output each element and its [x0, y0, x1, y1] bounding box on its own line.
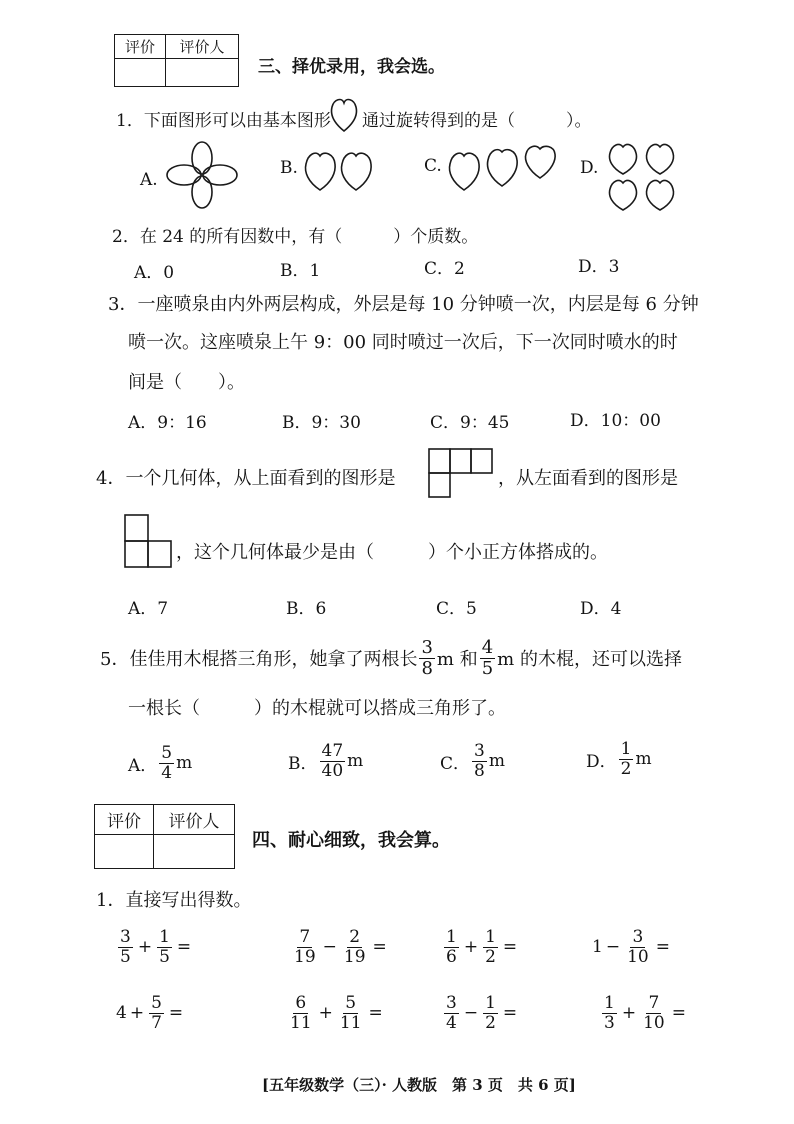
denominator: 7	[151, 1012, 162, 1033]
operator: +	[318, 1003, 333, 1024]
section-4-title: 四、耐心细致，我会算。	[252, 830, 450, 851]
numerator: 47	[321, 741, 344, 761]
operator: −	[463, 1003, 479, 1024]
four-petals-grid-icon[interactable]	[606, 142, 678, 214]
three-petals-icon[interactable]	[446, 148, 558, 192]
equals-sign: =	[502, 1003, 518, 1024]
option-fraction	[159, 744, 174, 782]
q2-option-b[interactable]: B．1	[280, 261, 321, 281]
q5-option-c[interactable]	[440, 742, 505, 780]
option-fraction	[320, 742, 346, 780]
q1-option-b-label[interactable]: B.	[280, 158, 298, 178]
q5-fraction-1	[419, 638, 434, 679]
fraction	[338, 994, 364, 1032]
q3-line-1: 3．一座喷泉由内外两层构成，外层是每 10 分钟喷一次，内层是每 6 分钟	[108, 294, 699, 315]
option-unit: m	[635, 749, 652, 770]
denominator: 2	[485, 946, 496, 967]
q4-text-3: ，这个几何体最少是由（ ）个小正方体搭成的。	[176, 542, 608, 563]
q3-option-a[interactable]: A．9：16	[128, 413, 207, 433]
fraction	[288, 994, 314, 1032]
numerator: 1	[485, 927, 496, 947]
fraction	[483, 928, 498, 966]
equals-sign: =	[671, 1003, 686, 1024]
four-petal-flower-icon[interactable]	[166, 142, 238, 208]
score-table-header-rater: 评价人	[166, 35, 239, 59]
numerator: 6	[295, 993, 307, 1013]
calc-item	[116, 994, 186, 1032]
operator: +	[137, 937, 153, 958]
q2-option-c[interactable]: C．2	[424, 259, 465, 279]
equals-sign: =	[168, 1003, 184, 1024]
numerator: 3	[446, 993, 457, 1013]
q5-option-d[interactable]	[586, 740, 652, 778]
q1-option-c-label[interactable]: C.	[424, 156, 442, 176]
denominator: 5	[481, 657, 494, 679]
numerator: 1	[620, 739, 632, 759]
numerator: 1	[159, 927, 170, 947]
operator: +	[463, 937, 479, 958]
fraction	[292, 928, 318, 966]
q3-line-3: 间是（ ）。	[128, 372, 245, 393]
q2-text: 2．在 24 的所有因数中，有（ ）个质数。	[112, 227, 479, 247]
calc-item	[592, 928, 673, 966]
denominator: 19	[294, 946, 316, 967]
calc-item	[600, 994, 689, 1032]
q4-option-d[interactable]: D．4	[580, 599, 622, 619]
q2-option-d[interactable]: D．3	[578, 257, 620, 277]
numerator: 3	[120, 927, 131, 947]
q1-option-a-label[interactable]: A.	[140, 170, 158, 190]
numerator: 5	[161, 743, 173, 763]
fraction	[483, 994, 498, 1032]
petal-basic-shape-icon	[330, 97, 358, 133]
numerator: 1	[485, 993, 496, 1013]
operator: +	[129, 1003, 145, 1024]
score-table-2	[94, 804, 235, 869]
equals-sign: =	[368, 1003, 383, 1024]
option-unit: m	[488, 751, 505, 772]
q5-text-1: 5．佳佳用木棍搭三角形，她拿了两根长	[100, 649, 418, 671]
score-table-header-rating: 评价	[115, 35, 166, 59]
q4-option-c[interactable]: C．5	[436, 599, 477, 619]
fraction	[157, 928, 172, 966]
rater-cell[interactable]	[166, 59, 239, 87]
calc-item	[290, 928, 390, 966]
calc-item	[442, 994, 520, 1032]
denominator: 2	[620, 758, 632, 779]
whole-number: 1	[592, 937, 603, 958]
numerator: 3	[421, 637, 433, 658]
q2-option-a[interactable]: A．0	[134, 263, 175, 283]
denominator: 8	[421, 657, 433, 679]
calc-item	[286, 994, 386, 1032]
score-table-header-rater: 评价人	[154, 805, 235, 835]
option-label: D．	[586, 751, 617, 772]
left-view-grid-icon	[124, 514, 172, 568]
q4-option-a[interactable]: A．7	[128, 599, 169, 619]
q5-fraction-2	[480, 638, 495, 679]
numerator: 1	[604, 993, 615, 1013]
option-unit: m	[176, 753, 193, 774]
q5-text-2: m 的木棍，还可以选择	[497, 649, 682, 671]
denominator: 2	[485, 1012, 496, 1033]
q5-unit-1: m 和	[436, 649, 478, 671]
fraction	[118, 928, 133, 966]
operator: −	[605, 937, 621, 958]
two-petals-icon[interactable]	[302, 150, 374, 192]
q5-option-b[interactable]	[288, 742, 363, 780]
denominator: 10	[643, 1012, 665, 1033]
rater-cell[interactable]	[154, 835, 235, 869]
q4-text-1: 4．一个几何体，从上面看到的图形是	[96, 468, 396, 489]
denominator: 11	[290, 1012, 312, 1033]
score-cell[interactable]	[115, 59, 166, 87]
fraction	[602, 994, 617, 1032]
equals-sign: =	[655, 937, 670, 958]
q3-option-c[interactable]: C．9：45	[430, 413, 510, 433]
option-label: A．	[128, 755, 158, 776]
fraction	[149, 994, 164, 1032]
operator: +	[621, 1003, 637, 1024]
fraction	[641, 994, 667, 1032]
operator: −	[322, 937, 337, 958]
denominator: 4	[446, 1012, 457, 1033]
q5-option-a[interactable]	[128, 744, 192, 782]
score-table-header-rating: 评价	[95, 805, 154, 835]
denominator: 10	[627, 946, 649, 967]
fraction	[444, 928, 459, 966]
denominator: 8	[474, 760, 485, 781]
fraction	[342, 928, 368, 966]
q3-option-b[interactable]: B．9：30	[282, 413, 361, 433]
numerator: 5	[151, 993, 162, 1013]
q1-text-before: 1．下面图形可以由基本图形	[116, 111, 331, 131]
q5-line-2: 一根长（ ）的木棍就可以搭成三角形了。	[128, 698, 506, 719]
numerator: 2	[349, 927, 361, 947]
numerator: 7	[648, 993, 660, 1013]
fraction	[625, 928, 651, 966]
denominator: 40	[321, 760, 344, 781]
equals-sign: =	[372, 937, 387, 958]
q3-option-d[interactable]: D．10：00	[570, 411, 661, 431]
option-unit: m	[347, 751, 364, 772]
denominator: 3	[604, 1012, 615, 1033]
equals-sign: =	[502, 937, 518, 958]
numerator: 3	[474, 741, 485, 761]
denominator: 5	[159, 946, 170, 967]
fraction	[444, 994, 459, 1032]
q4-text-2: ，从左面看到的图形是	[498, 468, 678, 489]
score-table-1	[114, 34, 239, 87]
score-cell[interactable]	[95, 835, 154, 869]
page-footer: [五年级数学（三）· 人教版 第 3 页 共 6 页]	[262, 1076, 576, 1094]
q5-line-1	[100, 638, 682, 679]
numerator: 3	[632, 927, 644, 947]
numerator: 4	[481, 637, 494, 658]
option-label: B．	[288, 753, 318, 774]
denominator: 5	[120, 946, 131, 967]
denominator: 6	[446, 946, 457, 967]
whole-number: 4	[116, 1003, 127, 1024]
numerator: 7	[299, 927, 311, 947]
numerator: 5	[345, 993, 357, 1013]
calc-item	[116, 928, 194, 966]
denominator: 19	[343, 946, 366, 967]
section-4-q1-title: 1．直接写出得数。	[96, 890, 252, 911]
option-fraction	[619, 740, 634, 778]
option-label: C．	[440, 753, 471, 774]
q4-option-b[interactable]: B．6	[286, 599, 327, 619]
denominator: 4	[161, 762, 173, 783]
numerator: 1	[446, 927, 457, 947]
q1-option-d-label[interactable]: D.	[580, 158, 599, 178]
equals-sign: =	[176, 937, 192, 958]
section-3-title: 三、择优录用，我会选。	[258, 57, 445, 77]
denominator: 11	[339, 1012, 362, 1033]
q3-line-2: 喷一次。这座喷泉上午 9：00 同时喷过一次后，下一次同时喷水的时	[128, 332, 678, 353]
option-fraction	[472, 742, 487, 780]
top-view-grid-icon	[428, 448, 494, 498]
q1-text-after: 通过旋转得到的是（ ）。	[362, 111, 592, 131]
calc-item	[442, 928, 520, 966]
